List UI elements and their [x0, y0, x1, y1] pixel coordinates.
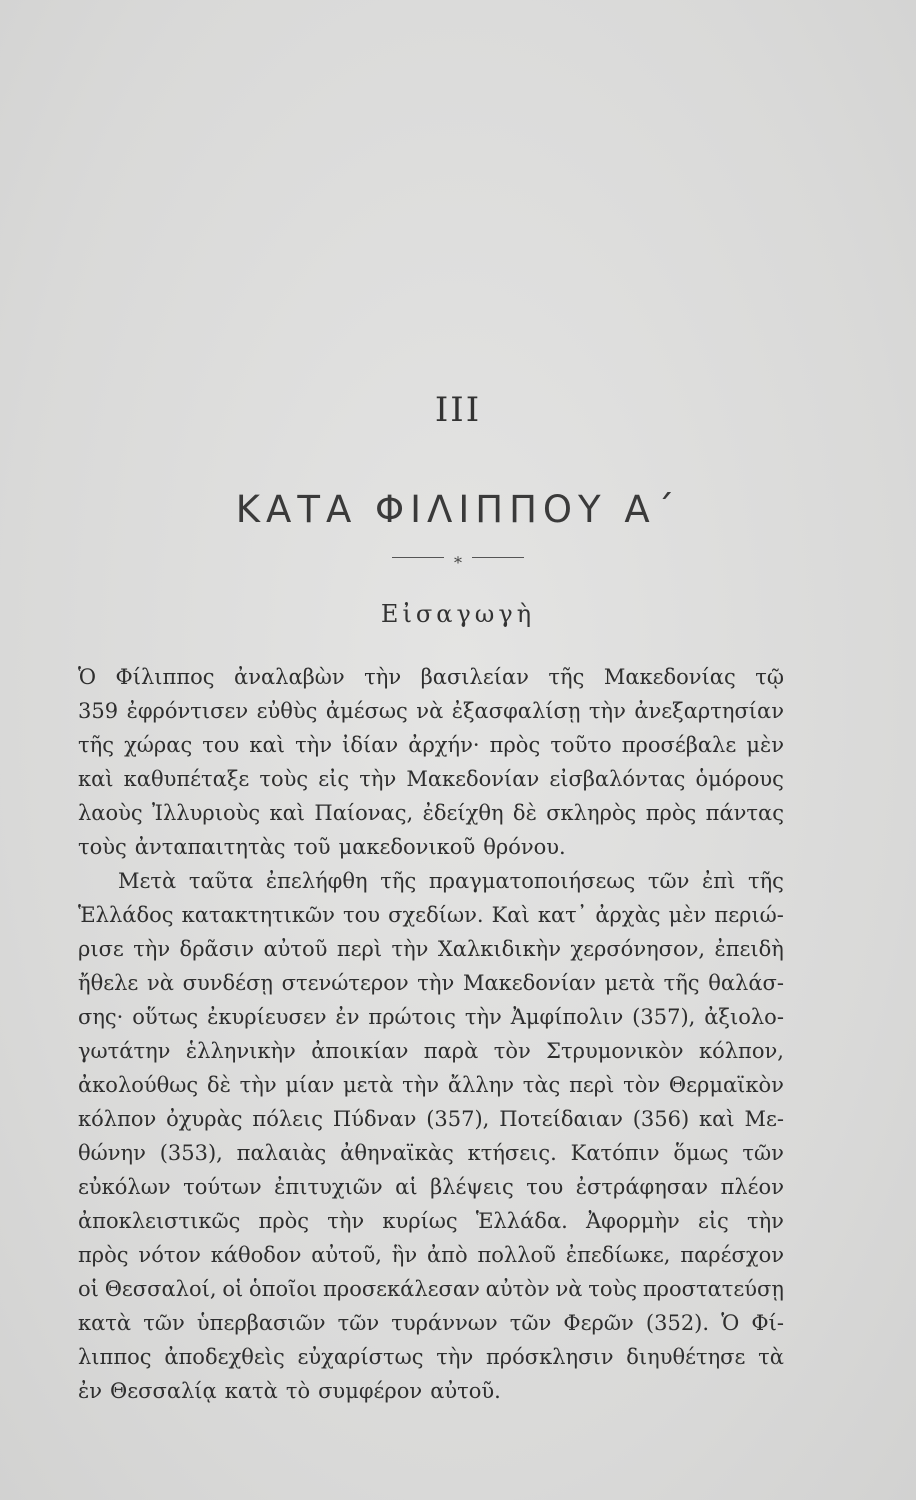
text-line: θώνην (353), παλαιὰς ἀθηναϊκὰς κτήσεις. Κατόπιν ὅμως τῶν	[78, 1141, 784, 1165]
text-line: κόλπον ὀχυρὰς πόλεις Πύδναν (357), Ποτείδαιαν (356) καὶ Με-	[78, 1107, 784, 1131]
text-line: καὶ καθυπέταξε τοὺς εἰς τὴν Μακεδονίαν εἰσβαλόντας ὁμόρους	[78, 767, 784, 791]
text-line: Ἑλλάδος κατακτητικῶν του σχεδίων. Καὶ κατ᾽ ἀρχὰς μὲν περιώ-	[78, 903, 784, 927]
page-title: ΚΑΤΑ ΦΙΛΙΠΠΟΥ Α΄	[235, 488, 681, 531]
text-line: σης· οὕτως ἐκυρίευσεν ἐν πρώτοις τὴν Ἀμφίπολιν (357), ἀξιολο-	[78, 1005, 784, 1029]
text-line: τοὺς ἀνταπαιτητὰς τοῦ μακεδονικοῦ θρόνου.	[78, 835, 566, 859]
text-line: Ὁ Φίλιππος ἀναλαβὼν τὴν βασιλείαν τῆς Μακεδονίας τῷ	[78, 665, 784, 689]
text-line: κατὰ τῶν ὑπερβασιῶν τῶν τυράννων τῶν Φερῶν (352). Ὁ Φί-	[78, 1311, 784, 1335]
text-line: τῆς χώρας του καὶ τὴν ἰδίαν ἀρχήν· πρὸς τοῦτο προσέβαλε μὲν	[78, 733, 784, 757]
text-line: λαοὺς Ἰλλυριοὺς καὶ Παίονας, ἐδείχθη δὲ σκληρὸς πρὸς πάντας	[78, 801, 784, 825]
divider-rule-left	[392, 557, 444, 558]
text-line: ἐν Θεσσαλίᾳ κατὰ τὸ συμφέρον αὐτοῦ.	[78, 1379, 501, 1403]
text-line: πρὸς νότον κάθοδον αὐτοῦ, ἣν ἀπὸ πολλοῦ ἐπεδίωκε, παρέσχον	[78, 1243, 784, 1267]
chapter-number: III	[434, 390, 482, 430]
text-line: ἀποκλειστικῶς πρὸς τὴν κυρίως Ἑλλάδα. Ἀφορμὴν εἰς τὴν	[78, 1209, 784, 1233]
text-line: Μετὰ ταῦτα ἐπελήφθη τῆς πραγματοποιήσεως τῶν ἐπὶ τῆς	[118, 869, 784, 893]
text-line: ἀκολούθως δὲ τὴν μίαν μετὰ τὴν ἄλλην τὰς περὶ τὸν Θερμαϊκὸν	[78, 1073, 784, 1097]
divider-rule-right	[472, 557, 524, 558]
text-line: ρισε τὴν δρᾶσιν αὐτοῦ περὶ τὴν Χαλκιδικὴν χερσόνησον, ἐπειδὴ	[78, 937, 784, 961]
text-line: λιππος ἀποδεχθεὶς εὐχαρίστως τὴν πρόσκλησιν διηυθέτησε τὰ	[78, 1345, 784, 1369]
asterism-icon: ⁎	[454, 548, 462, 567]
text-line: 359 ἐφρόντισεν εὐθὺς ἀμέσως νὰ ἐξασφαλίσῃ τὴν ἀνεξαρτησίαν	[78, 699, 784, 723]
section-heading: Εἰσαγωγὴ	[380, 600, 536, 628]
text-line: οἱ Θεσσαλοί, οἱ ὁποῖοι προσεκάλεσαν αὐτὸν νὰ τοὺς προστατεύσῃ	[78, 1277, 784, 1301]
body-text	[78, 660, 784, 1408]
divider	[0, 548, 916, 567]
text-line: γωτάτην ἑλληνικὴν ἀποικίαν παρὰ τὸν Στρυμονικὸν κόλπον,	[78, 1039, 784, 1063]
text-line: ἤθελε νὰ συνδέσῃ στενώτερον τὴν Μακεδονίαν μετὰ τῆς θαλάσ-	[78, 971, 784, 995]
text-line: εὐκόλων τούτων ἐπιτυχιῶν αἱ βλέψεις του ἐστράφησαν πλέον	[78, 1175, 784, 1199]
